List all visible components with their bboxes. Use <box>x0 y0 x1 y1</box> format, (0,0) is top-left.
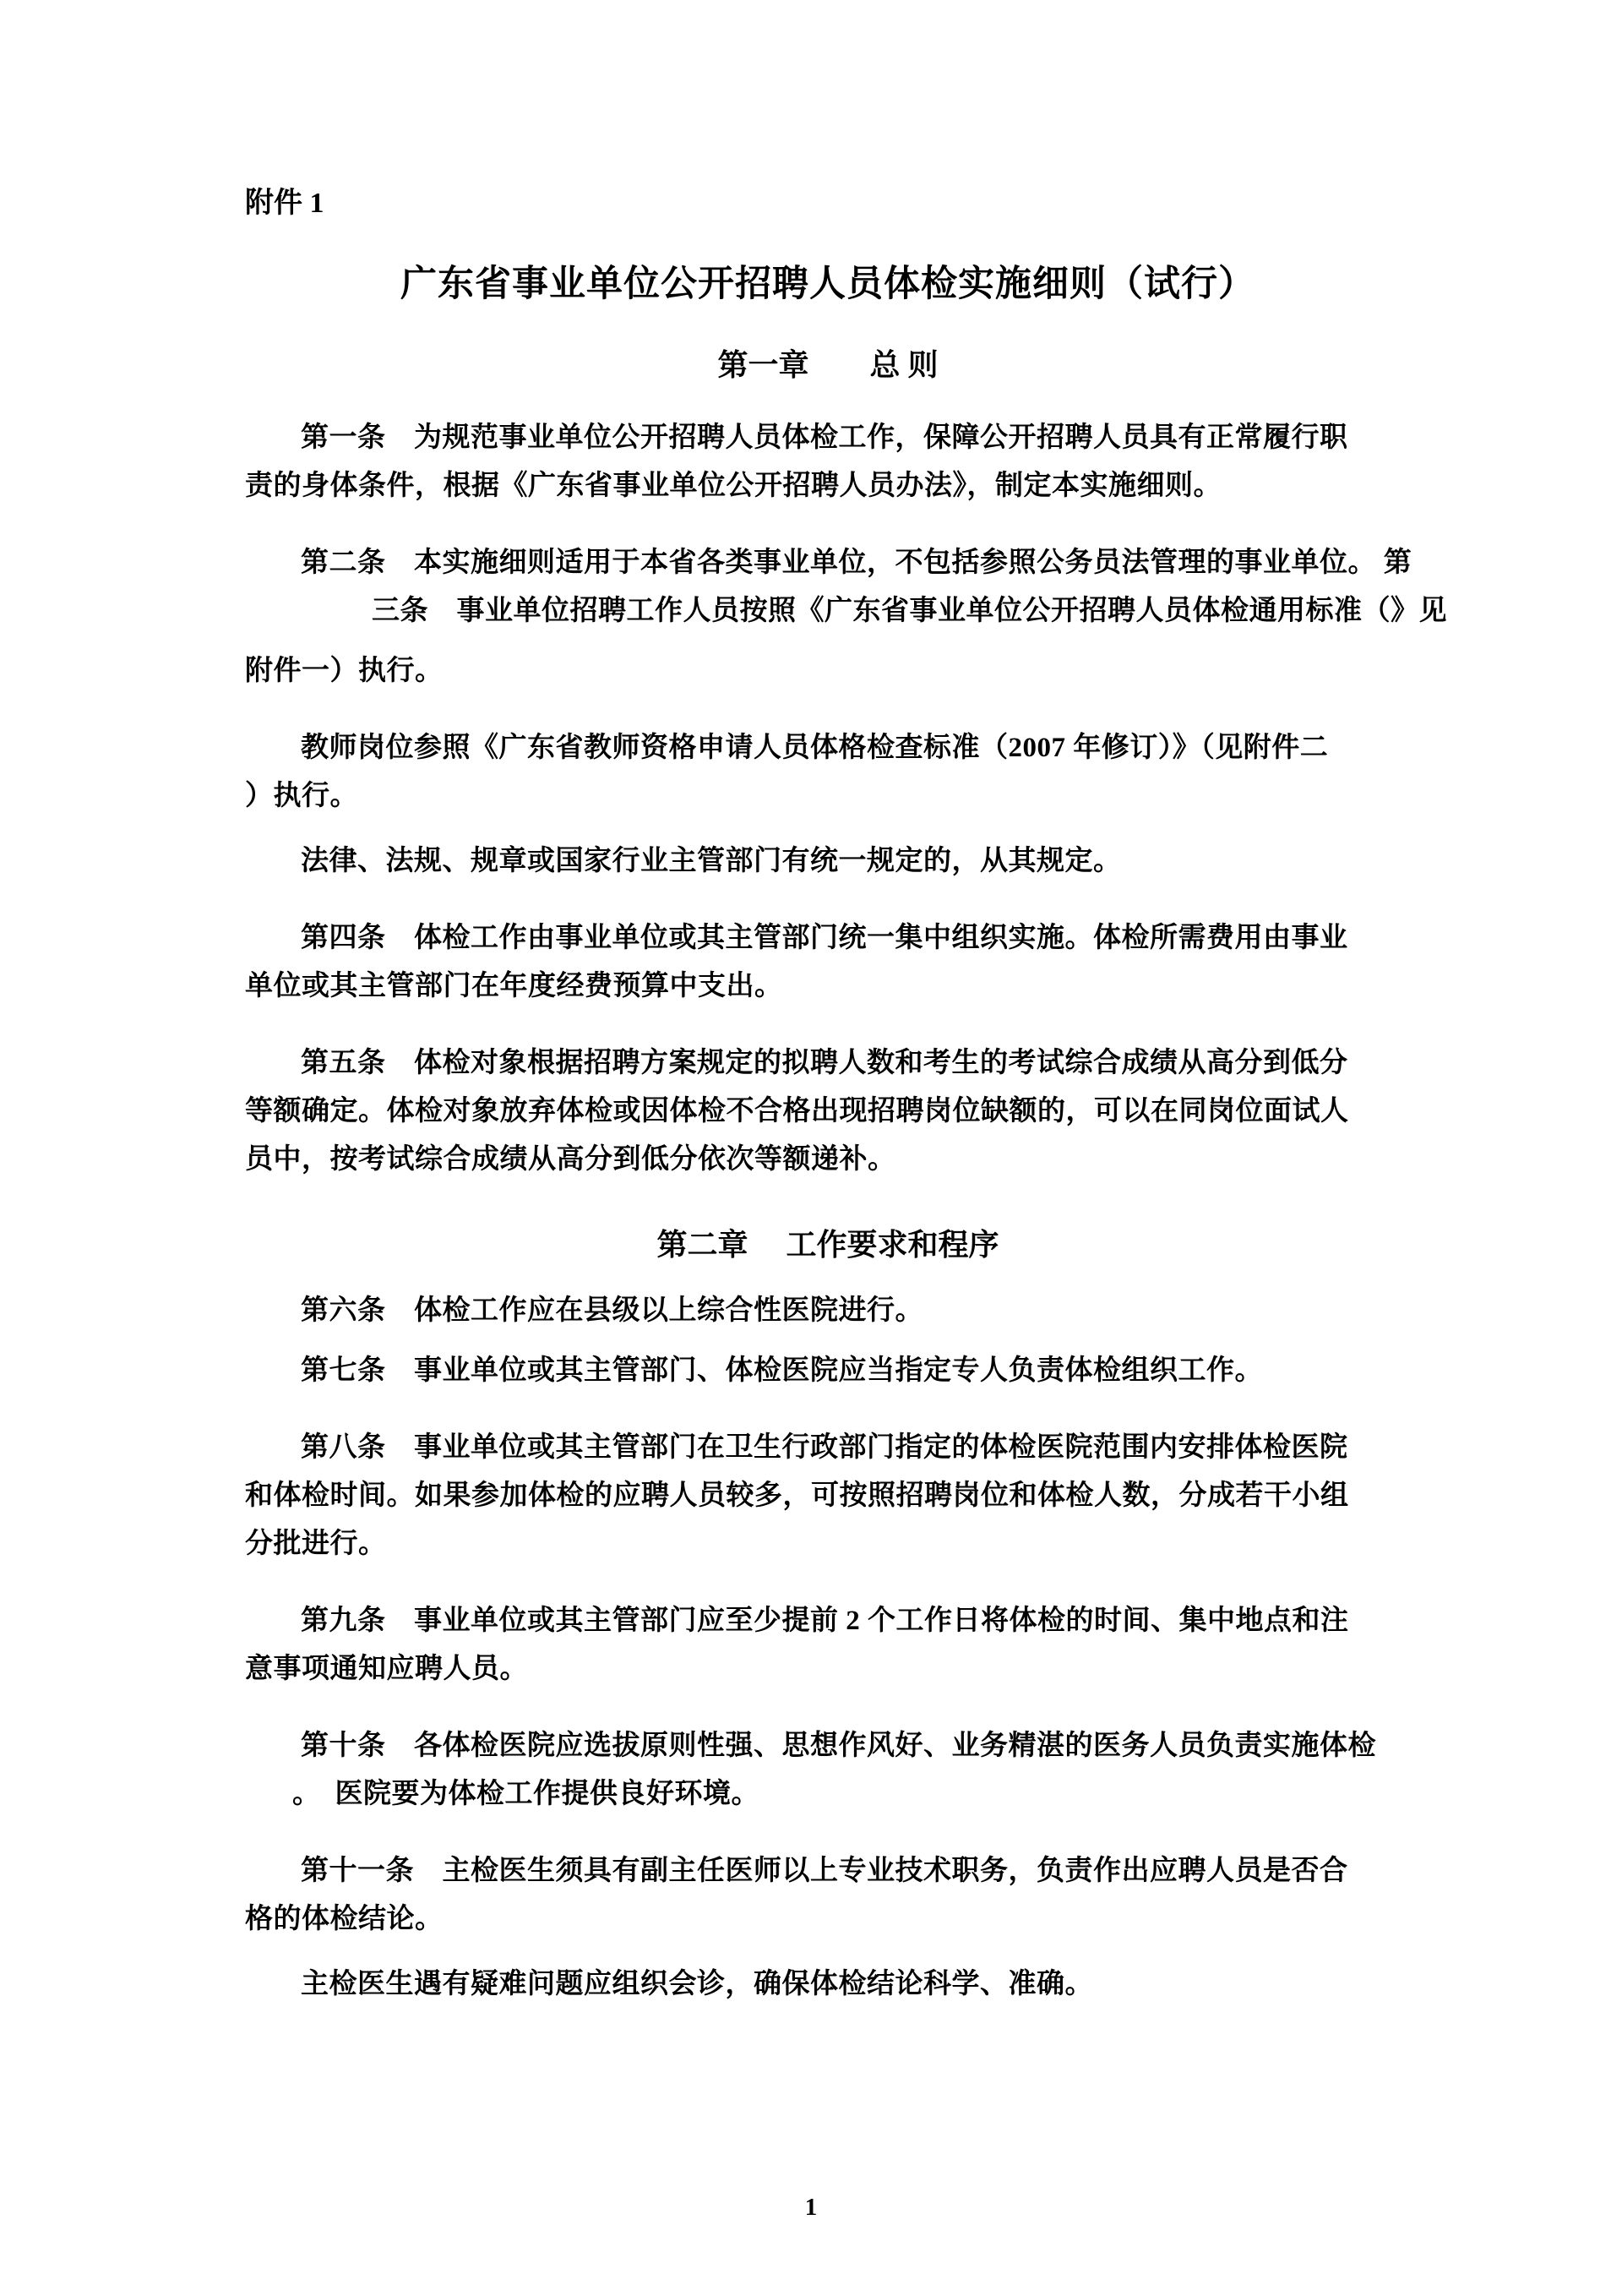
text-line: 主检医生遇有疑难问题应组织会诊，确保体检结论科学、准确。 <box>301 1969 1093 1999</box>
text-line: ）执行。 <box>245 781 358 811</box>
paragraph-article-11 <box>245 1847 1411 1944</box>
paragraph-article-5 <box>245 1039 1411 1184</box>
paragraph-article-1 <box>245 414 1411 510</box>
text-line: 第十条 各体检医院应选拔原则性强、思想作风好、业务精湛的医务人员负责实施体检 <box>301 1731 1376 1761</box>
text-line: 。 医院要为体检工作提供良好环境。 <box>292 1779 759 1809</box>
text-line: 和体检时间。如果参加体检的应聘人员较多，可按照招聘岗位和体检人数，分成若干小组 <box>245 1481 1349 1511</box>
paragraph-article-6 <box>245 1287 1411 1335</box>
text-line: 责的身体条件，根据《广东省事业单位公开招聘人员办法》，制定本实施细则。 <box>245 471 1222 501</box>
text-line: 等额确定。体检对象放弃体检或因体检不合格出现招聘岗位缺额的，可以在同岗位面试人 <box>245 1096 1349 1126</box>
text-line: 分批进行。 <box>245 1529 387 1559</box>
paragraph-annex-1-reference <box>245 647 1411 695</box>
paragraph-article-9 <box>245 1597 1411 1693</box>
paragraph-article-2-3 <box>245 539 1447 635</box>
text-line: 第九条 事业单位或其主管部门应至少提前 2 个工作日将体检的时间、集中地点和注 <box>301 1606 1349 1636</box>
text-line: 附件一）执行。 <box>245 656 444 686</box>
text-line: 单位或其主管部门在年度经费预算中支出。 <box>245 971 783 1001</box>
page-number: 1 <box>804 2194 818 2221</box>
text-line: 第七条 事业单位或其主管部门、体检医院应当指定专人负责体检组织工作。 <box>301 1355 1263 1386</box>
paragraph-teacher-standard <box>245 724 1411 821</box>
text-line: 员中，按考试综合成绩从高分到低分依次等额递补。 <box>245 1144 896 1175</box>
paragraph-law-provision <box>245 837 1411 886</box>
text-line: 法律、法规、规章或国家行业主管部门有统一规定的，从其规定。 <box>301 846 1122 876</box>
paragraph-article-7 <box>245 1347 1411 1395</box>
text-line: 第一条 为规范事业单位公开招聘人员体检工作，保障公开招聘人员具有正常履行职 <box>301 423 1348 453</box>
text-line: 教师岗位参照《广东省教师资格申请人员体格检查标准（2007 年修订）》（见附件二 <box>301 733 1329 763</box>
text-line: 第六条 体检工作应在县级以上综合性医院进行。 <box>301 1295 923 1326</box>
text-line: 第四条 体检工作由事业单位或其主管部门统一集中组织实施。体检所需费用由事业 <box>301 923 1348 953</box>
text-line: 第五条 体检对象根据招聘方案规定的拟聘人数和考生的考试综合成绩从高分到低分 <box>301 1048 1348 1078</box>
paragraph-article-10 <box>245 1722 1411 1819</box>
chapter-1-heading: 第一章 总 则 <box>717 348 939 382</box>
paragraph-article-8 <box>245 1424 1411 1568</box>
text-line: 第八条 事业单位或其主管部门在卫生行政部门指定的体检医院范围内安排体检医院 <box>301 1432 1348 1463</box>
paragraph-chief-doctor <box>245 1961 1411 2009</box>
text-line: 格的体检结论。 <box>245 1904 444 1934</box>
text-line: 意事项通知应聘人员。 <box>245 1654 528 1684</box>
text-line: 第二条 本实施细则适用于本省各类事业单位，不包括参照公务员法管理的事业单位。 第 <box>301 548 1412 578</box>
chapter-2-heading: 第二章 工作要求和程序 <box>656 1228 999 1262</box>
paragraph-article-4 <box>245 914 1411 1011</box>
attachment-label: 附件 1 <box>245 188 324 219</box>
text-line: 第十一条 主检医生须具有副主任医师以上专业技术职务，负责作出应聘人员是否合 <box>301 1856 1348 1886</box>
document-title: 广东省事业单位公开招聘人员体检实施细则（试行） <box>400 265 1255 304</box>
text-line: 三条 事业单位招聘工作人员按照《广东省事业单位公开招聘人员体检通用标准（》见 <box>372 596 1447 626</box>
